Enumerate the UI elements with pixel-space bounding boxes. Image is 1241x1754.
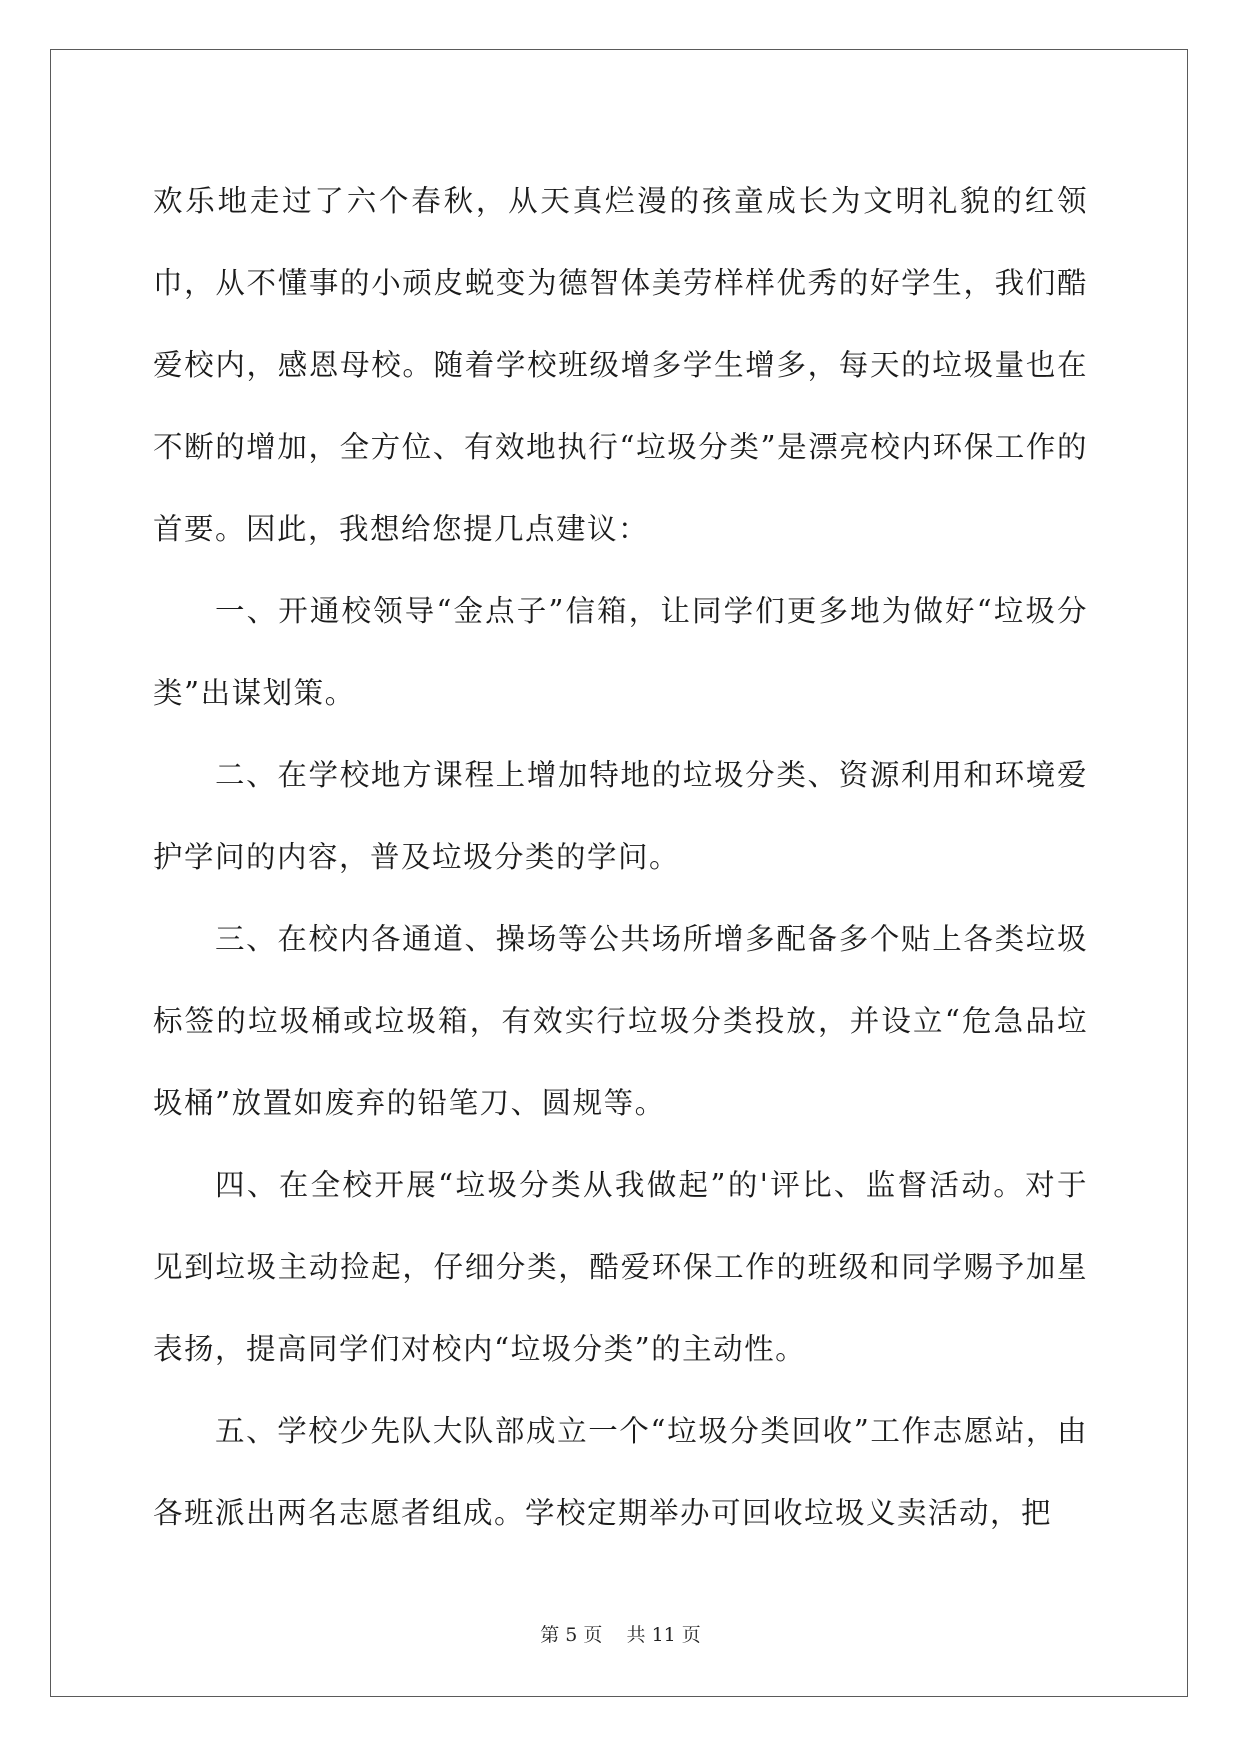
page-number-footer: 第 5 页 共 11 页	[540, 1624, 701, 1646]
paragraph-3: 二、在学校地方课程上增加特地的垃圾分类、资源利用和环境爱护学问的内容，普及垃圾分类的学问。	[153, 758, 1088, 874]
paragraph-5: 四、在全校开展“垃圾分类从我做起”的'评比、监督活动。对于见到垃圾主动捡起，仔细分类，酷爱环保工作的班级和同学赐予加星表扬，提高同学们对校内“垃圾分类”的主动性。	[153, 1168, 1088, 1366]
paragraph-2: 一、开通校领导“金点子”信箱，让同学们更多地为做好“垃圾分类”出谋划策。	[153, 594, 1088, 710]
document-body	[153, 160, 1088, 1554]
paragraph-1: 欢乐地走过了六个春秋，从天真烂漫的孩童成长为文明礼貌的红领巾，从不懂事的小顽皮蜕变为德智体美劳样样优秀的好学生，我们酷爱校内，感恩母校。随着学校班级增多学生增多，每天的垃圾量也在不断的增加，全方位、有效地执行“垃圾分类”是漂亮校内环保工作的首要。因此，我想给您提几点建议：	[153, 184, 1088, 546]
paragraph-4: 三、在校内各通道、操场等公共场所增多配备多个贴上各类垃圾标签的垃圾桶或垃圾箱，有效实行垃圾分类投放，并设立“危急品垃圾桶”放置如废弃的铅笔刀、圆规等。	[153, 922, 1088, 1120]
paragraph-6: 五、学校少先队大队部成立一个“垃圾分类回收”工作志愿站，由各班派出两名志愿者组成。学校定期举办可回收垃圾义卖活动，把	[153, 1414, 1088, 1530]
